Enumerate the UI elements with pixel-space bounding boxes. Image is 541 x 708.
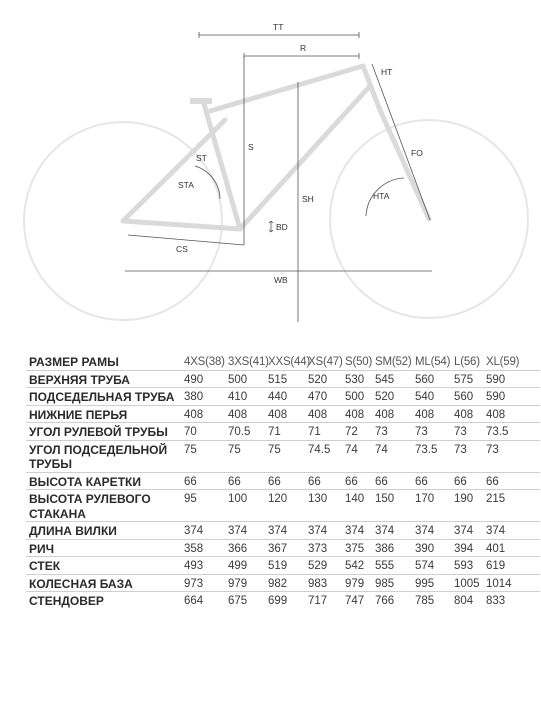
table-cell: 66 <box>266 472 306 490</box>
label-ht: HT <box>381 67 393 77</box>
size-header: SM(52) <box>375 356 412 368</box>
header-label: РАЗМЕР РАМЫ <box>29 355 119 369</box>
table-row <box>26 490 540 522</box>
table-cell: 71 <box>266 423 306 441</box>
table-cell: 66 <box>182 472 226 490</box>
table-cell: 66 <box>343 472 373 490</box>
table-row <box>26 405 540 423</box>
table-cell: 72 <box>343 423 373 441</box>
table-cell: 150 <box>373 490 413 522</box>
table-cell: 74.5 <box>306 440 343 472</box>
table-cell: 366 <box>226 539 266 557</box>
table-cell: 408 <box>182 405 226 423</box>
table-cell: 408 <box>226 405 266 423</box>
table-cell: 408 <box>266 405 306 423</box>
table-cell: 555 <box>373 557 413 575</box>
label-bd: BD <box>276 222 288 232</box>
row-label: ВЕРХНЯЯ ТРУБА <box>26 370 182 388</box>
table-cell: 408 <box>452 405 484 423</box>
table-cell: 66 <box>452 472 484 490</box>
label-wb: WB <box>274 275 288 285</box>
table-cell: 140 <box>343 490 373 522</box>
table-row <box>26 539 540 557</box>
table-cell: 574 <box>413 557 452 575</box>
row-label: СТЕНДОВЕР <box>26 592 182 609</box>
table-cell: 170 <box>413 490 452 522</box>
bike-geometry-diagram <box>0 0 541 350</box>
label-sta: STA <box>178 180 194 190</box>
table-cell: 493 <box>182 557 226 575</box>
table-cell: 373 <box>306 539 343 557</box>
label-hta: HTA <box>373 191 390 201</box>
table-cell: 73 <box>452 440 484 472</box>
table-cell: 215 <box>484 490 540 522</box>
table-row <box>26 423 540 441</box>
table-cell: 73 <box>373 423 413 441</box>
row-label: ВЫСОТА КАРЕТКИ <box>26 472 182 490</box>
row-label: РИЧ <box>26 539 182 557</box>
table-row <box>26 592 540 609</box>
size-header: S(50) <box>345 356 373 368</box>
table-cell: 747 <box>343 592 373 609</box>
table-cell: 401 <box>484 539 540 557</box>
table-cell: 973 <box>182 574 226 592</box>
table-row <box>26 472 540 490</box>
table-cell: 470 <box>306 388 343 406</box>
table-cell: 500 <box>343 388 373 406</box>
table-cell: 515 <box>266 370 306 388</box>
table-cell: 375 <box>343 539 373 557</box>
table-cell: 440 <box>266 388 306 406</box>
table-cell: 545 <box>373 370 413 388</box>
table-cell: 520 <box>306 370 343 388</box>
label-cs: CS <box>176 244 188 254</box>
table-cell: 120 <box>266 490 306 522</box>
table-cell: 386 <box>373 539 413 557</box>
table-cell: 995 <box>413 574 452 592</box>
table-cell: 575 <box>452 370 484 388</box>
table-cell: 490 <box>182 370 226 388</box>
table-cell: 71 <box>306 423 343 441</box>
table-cell: 374 <box>266 522 306 540</box>
label-sh: SH <box>302 194 314 204</box>
table-cell: 699 <box>266 592 306 609</box>
table-cell: 95 <box>182 490 226 522</box>
table-cell: 590 <box>484 370 540 388</box>
table-cell: 74 <box>343 440 373 472</box>
table-cell: 75 <box>182 440 226 472</box>
table-cell: 675 <box>226 592 266 609</box>
table-cell: 190 <box>452 490 484 522</box>
table-cell: 500 <box>226 370 266 388</box>
table-cell: 374 <box>484 522 540 540</box>
table-cell: 804 <box>452 592 484 609</box>
table-cell: 519 <box>266 557 306 575</box>
table-cell: 717 <box>306 592 343 609</box>
label-r: R <box>300 43 307 53</box>
table-cell: 358 <box>182 539 226 557</box>
table-cell: 1014 <box>484 574 540 592</box>
row-label: ДЛИНА ВИЛКИ <box>26 522 182 540</box>
table-cell: 1005 <box>452 574 484 592</box>
table-cell: 664 <box>182 592 226 609</box>
table-cell: 560 <box>413 370 452 388</box>
label-s: S <box>248 142 254 152</box>
table-cell: 374 <box>182 522 226 540</box>
table-cell: 73 <box>413 423 452 441</box>
table-row <box>26 440 540 472</box>
header-row <box>26 353 540 370</box>
table-row <box>26 388 540 406</box>
row-label: СТЕК <box>26 557 182 575</box>
table-cell: 833 <box>484 592 540 609</box>
table-cell: 408 <box>306 405 343 423</box>
table-cell: 619 <box>484 557 540 575</box>
size-header: ML(54) <box>415 356 451 368</box>
table-cell: 529 <box>306 557 343 575</box>
table-cell: 374 <box>373 522 413 540</box>
table-cell: 70 <box>182 423 226 441</box>
label-tt: TT <box>273 22 284 32</box>
table-cell: 408 <box>343 405 373 423</box>
table-cell: 985 <box>373 574 413 592</box>
table-cell: 593 <box>452 557 484 575</box>
label-fo: FO <box>411 148 423 158</box>
table-cell: 75 <box>226 440 266 472</box>
table-cell: 408 <box>413 405 452 423</box>
table-cell: 560 <box>452 388 484 406</box>
table-cell: 66 <box>484 472 540 490</box>
table-cell: 100 <box>226 490 266 522</box>
table-row <box>26 574 540 592</box>
row-label: ПОДСЕДЕЛЬНАЯ ТРУБА <box>26 388 182 406</box>
table-cell: 520 <box>373 388 413 406</box>
table-cell: 390 <box>413 539 452 557</box>
size-header: XS(47) <box>308 356 343 368</box>
table-cell: 73 <box>452 423 484 441</box>
table-cell: 766 <box>373 592 413 609</box>
table-cell: 367 <box>266 539 306 557</box>
table-row <box>26 522 540 540</box>
table-cell: 540 <box>413 388 452 406</box>
row-label: НИЖНИЕ ПЕРЬЯ <box>26 405 182 423</box>
table-cell: 530 <box>343 370 373 388</box>
table-cell: 374 <box>343 522 373 540</box>
table-cell: 982 <box>266 574 306 592</box>
row-label: УГОЛ ПОДСЕДЕЛЬНОЙ ТРУБЫ <box>26 440 182 472</box>
table-cell: 73.5 <box>413 440 452 472</box>
size-header: 3XS(41) <box>228 356 269 368</box>
row-label: ВЫСОТА РУЛЕВОГО СТАКАНА <box>26 490 182 522</box>
size-header: 4XS(38) <box>184 356 225 368</box>
table-cell: 73.5 <box>484 423 540 441</box>
size-header: XXS(44) <box>268 356 311 368</box>
table-cell: 394 <box>452 539 484 557</box>
table-cell: 499 <box>226 557 266 575</box>
table-cell: 70.5 <box>226 423 266 441</box>
table-cell: 374 <box>306 522 343 540</box>
table-cell: 983 <box>306 574 343 592</box>
table-row <box>26 557 540 575</box>
table-cell: 66 <box>226 472 266 490</box>
table-cell: 380 <box>182 388 226 406</box>
size-header: L(56) <box>454 356 480 368</box>
table-cell: 542 <box>343 557 373 575</box>
table-cell: 590 <box>484 388 540 406</box>
table-cell: 73 <box>484 440 540 472</box>
table-cell: 66 <box>373 472 413 490</box>
table-cell: 785 <box>413 592 452 609</box>
table-cell: 130 <box>306 490 343 522</box>
table-cell: 410 <box>226 388 266 406</box>
table-row <box>26 370 540 388</box>
table-cell: 374 <box>226 522 266 540</box>
table-cell: 408 <box>484 405 540 423</box>
table-cell: 374 <box>413 522 452 540</box>
table-cell: 979 <box>343 574 373 592</box>
row-label: КОЛЕСНАЯ БАЗА <box>26 574 182 592</box>
size-header: XL(59) <box>486 356 520 368</box>
table-cell: 979 <box>226 574 266 592</box>
table-cell: 66 <box>306 472 343 490</box>
table-cell: 66 <box>413 472 452 490</box>
seatpost-clamp <box>190 98 212 104</box>
table-cell: 408 <box>373 405 413 423</box>
row-label: УГОЛ РУЛЕВОЙ ТРУБЫ <box>26 423 182 441</box>
table-cell: 374 <box>452 522 484 540</box>
table-cell: 75 <box>266 440 306 472</box>
geometry-table <box>26 353 540 609</box>
bike-frame <box>123 66 429 229</box>
table-cell: 74 <box>373 440 413 472</box>
label-st: ST <box>196 153 207 163</box>
